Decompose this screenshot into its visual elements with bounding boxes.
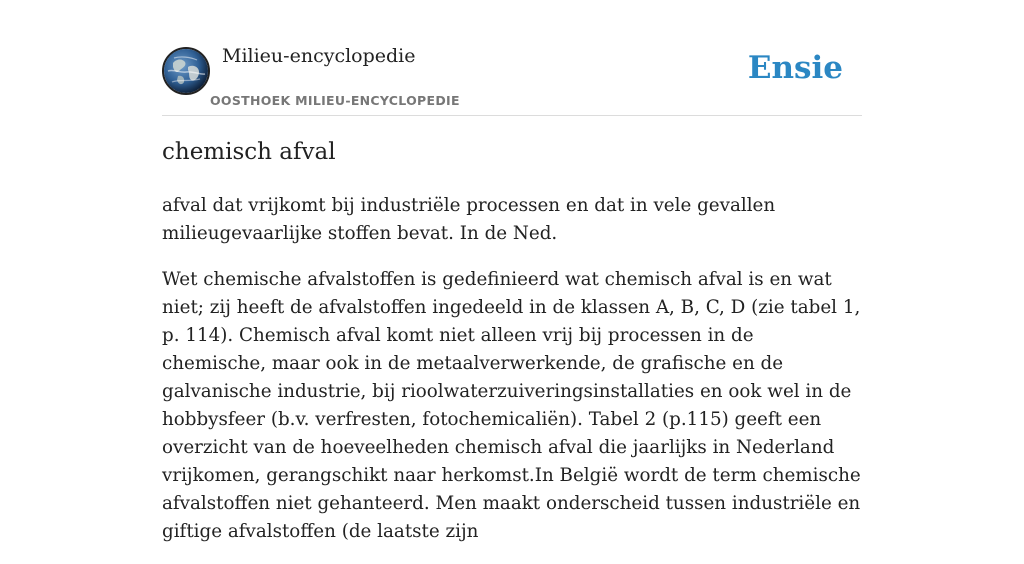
- article-paragraph: Wet chemische afvalstoffen is gedefinieerd wat chemisch afval is en wat niet; zij heeft de afvalstoffen ingedeeld in de klassen A, B, C, D (zie tabel 1, p. 114). Chemisch afval komt niet alleen vrij bij processen in de chemische, maar ook in de metaalverwerkende, de grafische en de galvanische industrie, bij rioolwaterzuiveringsinstallaties en ook wel in de hobbysfeer (b.v. verfresten, fotochemicaliën). Tabel 2 (p.115) geeft een overzicht van de hoeveelheden chemisch afval die jaarlijks in Nederland vrijkomen, gerangschikt naar herkomst.In België wordt de term chemische afvalstoffen niet gehanteerd. Men maakt onderscheid tussen industriële en giftige afvalstoffen (de laatste zijn: [162, 269, 861, 542]
- article-title: chemisch afval: [162, 139, 336, 165]
- site-name-link[interactable]: Milieu-encyclopedie: [222, 45, 416, 67]
- article-paragraph: afval dat vrijkomt bij industriële processen en dat in vele gevallen milieugevaarlijke stoffen bevat. In de Ned.: [162, 195, 776, 244]
- article-body: [162, 192, 862, 564]
- site-header: [162, 44, 862, 116]
- earth-globe-icon[interactable]: [162, 47, 210, 95]
- ensie-logo-link[interactable]: Ensie: [747, 50, 843, 86]
- site-subtitle: OOSTHOEK MILIEU-ENCYCLOPEDIE: [210, 93, 460, 108]
